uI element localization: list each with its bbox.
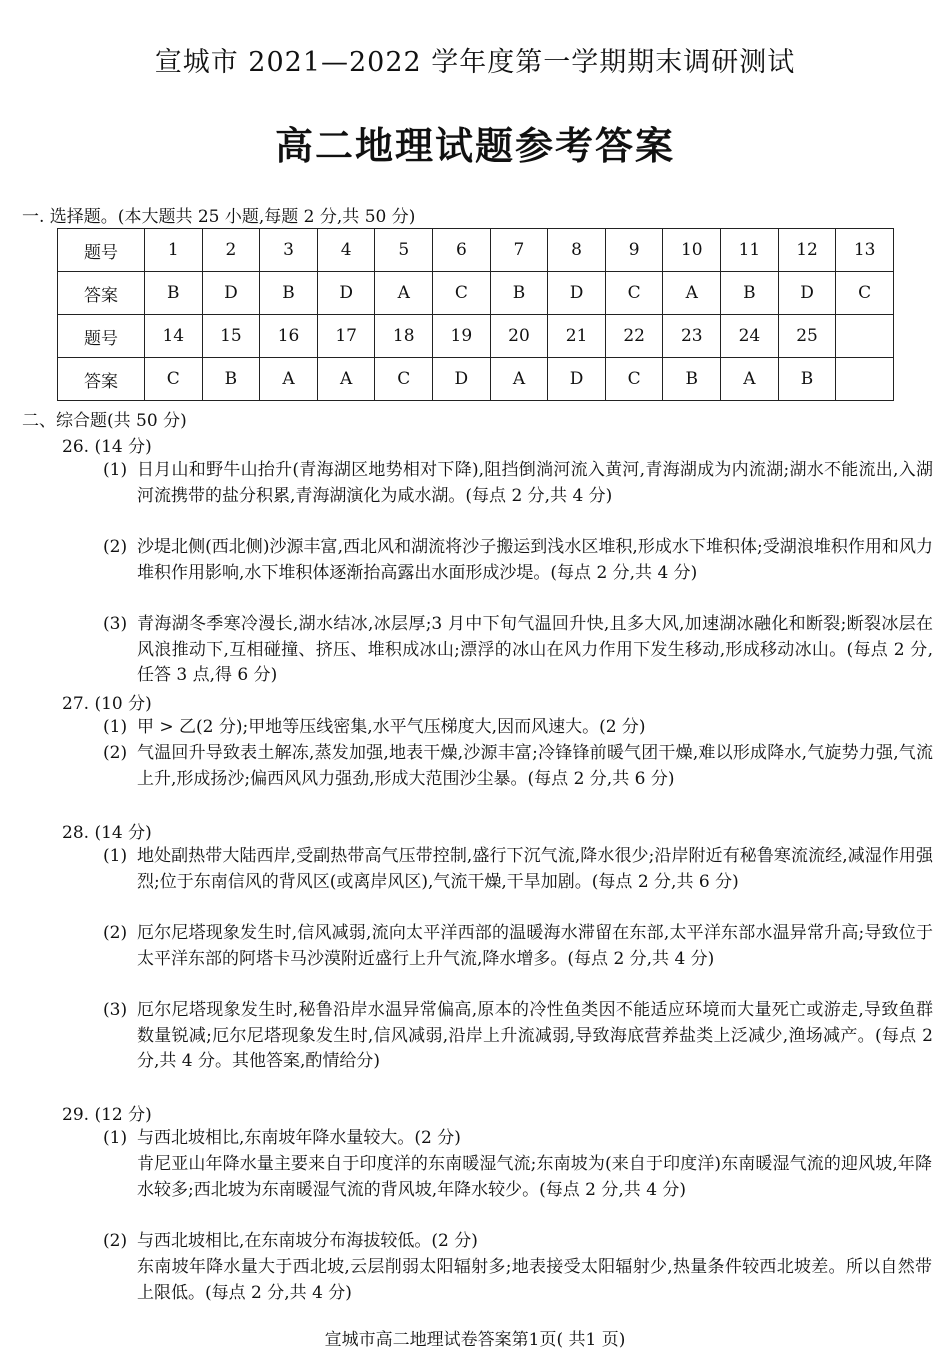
- section2-heading: 二、综合题(共 50 分): [22, 411, 187, 431]
- table-cell: D: [317, 272, 375, 315]
- table-cell: 23: [663, 315, 721, 358]
- table-cell: 6: [433, 229, 491, 272]
- table-cell: B: [778, 358, 836, 401]
- question-26-number: 26. (14 分): [62, 437, 152, 457]
- table-cell: 22: [605, 315, 663, 358]
- table-cell: 15: [202, 315, 260, 358]
- table-cell: [836, 315, 894, 358]
- item-text: 甲 > 乙(2 分);甲地等压线密集,水平气压梯度大,因而风速大。(2 分): [137, 717, 646, 737]
- item-label: (1): [103, 846, 128, 866]
- item-label: (1): [103, 1128, 128, 1148]
- table-cell: D: [548, 272, 606, 315]
- table-cell: 8: [548, 229, 606, 272]
- question-28-item-1: [103, 844, 933, 895]
- question-28-number: 28. (14 分): [62, 823, 152, 843]
- table-cell: A: [663, 272, 721, 315]
- question-29-item-1: [103, 1126, 933, 1152]
- table-row: [58, 358, 894, 401]
- table-row: [58, 315, 894, 358]
- question-26-item-1: [103, 458, 933, 509]
- question-29-number: 29. (12 分): [62, 1105, 152, 1125]
- table-row: [58, 272, 894, 315]
- table-cell: 4: [317, 229, 375, 272]
- table-cell: [836, 358, 894, 401]
- item-label: (1): [103, 460, 128, 480]
- item-text: 沙堤北侧(西北侧)沙源丰富,西北风和湖流将沙子搬运到浅水区堆积,形成水下堆积体;受湖浪堆积作用和风力堆积作用影响,水下堆积体逐渐抬高露出水面形成沙堤。(每点 2 分,共 4 分): [137, 537, 933, 583]
- answer-table: [57, 228, 894, 401]
- table-cell: 1: [145, 229, 203, 272]
- table-cell: B: [663, 358, 721, 401]
- item-label: (3): [103, 1000, 128, 1020]
- table-cell: C: [375, 358, 433, 401]
- table-cell: 17: [317, 315, 375, 358]
- table-cell: C: [433, 272, 491, 315]
- table-cell: 2: [202, 229, 260, 272]
- item-label: (2): [103, 923, 128, 943]
- table-cell: B: [721, 272, 779, 315]
- table-cell: D: [433, 358, 491, 401]
- item-label: (2): [103, 537, 128, 557]
- page-title: 高二地理试题参考答案: [274, 124, 675, 168]
- table-cell: B: [490, 272, 548, 315]
- question-29-item-2: [103, 1229, 933, 1255]
- question-29-item-1-explanation: 肯尼亚山年降水量主要来自于印度洋的东南暖湿气流;东南坡为(来自于印度洋)东南暖湿气流的迎风坡,年降水较多;西北坡为东南暖湿气流的背风坡,年降水较少。(每点 2 分,共 4 分): [137, 1154, 932, 1200]
- table-cell: 16: [260, 315, 318, 358]
- item-text: 与西北坡相比,东南坡年降水量较大。(2 分): [137, 1128, 461, 1148]
- item-text: 厄尔尼塔现象发生时,秘鲁沿岸水温异常偏高,原本的冷性鱼类因不能适应环境而大量死亡或游走,导致鱼群数量锐减;厄尔尼塔现象发生时,信风减弱,沿岸上升流减弱,导致海底营养盐类上泛减少,渔场减产。(每点 2 分,共 4 分。其他答案,酌情给分): [137, 1000, 933, 1071]
- table-cell: A: [490, 358, 548, 401]
- table-cell: D: [202, 272, 260, 315]
- page-footer: 宣城市高二地理试卷答案第1页( 共1 页): [324, 1330, 626, 1350]
- table-cell: 10: [663, 229, 721, 272]
- item-label: (3): [103, 614, 128, 634]
- question-27-item-1: [103, 715, 933, 741]
- table-cell: B: [202, 358, 260, 401]
- question-27-item-2: [103, 741, 933, 792]
- row-header: 题号: [58, 229, 145, 272]
- table-cell: B: [260, 272, 318, 315]
- table-cell: 20: [490, 315, 548, 358]
- table-cell: C: [145, 358, 203, 401]
- question-26-item-2: [103, 535, 933, 586]
- table-cell: 21: [548, 315, 606, 358]
- item-text: 气温回升导致表土解冻,蒸发加强,地表干燥,沙源丰富;冷锋锋前暖气团干燥,难以形成降水,气旋势力强,气流上升,形成扬沙;偏西风风力强劲,形成大范围沙尘暴。(每点 2 分,共 6 分): [137, 743, 933, 789]
- table-cell: 12: [778, 229, 836, 272]
- table-cell: A: [260, 358, 318, 401]
- table-cell: 11: [721, 229, 779, 272]
- row-header: 答案: [58, 272, 145, 315]
- table-cell: 9: [605, 229, 663, 272]
- item-label: (2): [103, 1231, 128, 1251]
- table-cell: A: [721, 358, 779, 401]
- table-cell: 24: [721, 315, 779, 358]
- table-cell: D: [778, 272, 836, 315]
- table-cell: B: [145, 272, 203, 315]
- row-header: 题号: [58, 315, 145, 358]
- table-cell: 5: [375, 229, 433, 272]
- item-text: 厄尔尼塔现象发生时,信风减弱,流向太平洋西部的温暖海水滞留在东部,太平洋东部水温异常升高;导致位于太平洋东部的阿塔卡马沙漠附近盛行上升气流,降水增多。(每点 2 分,共 4 分): [137, 923, 933, 969]
- question-26-item-3: [103, 612, 933, 689]
- table-cell: 3: [260, 229, 318, 272]
- table-cell: A: [375, 272, 433, 315]
- table-cell: 14: [145, 315, 203, 358]
- table-cell: C: [836, 272, 894, 315]
- question-28-item-2: [103, 921, 933, 972]
- table-cell: 19: [433, 315, 491, 358]
- table-cell: 25: [778, 315, 836, 358]
- table-row: [58, 229, 894, 272]
- question-27-number: 27. (10 分): [62, 694, 152, 714]
- table-cell: 7: [490, 229, 548, 272]
- question-28-item-3: [103, 998, 933, 1075]
- table-cell: 18: [375, 315, 433, 358]
- item-text: 日月山和野牛山抬升(青海湖区地势相对下降),阻挡倒淌河流入黄河,青海湖成为内流湖;湖水不能流出,入湖河流携带的盐分积累,青海湖演化为咸水湖。(每点 2 分,共 4 分): [137, 460, 933, 506]
- item-label: (1): [103, 717, 128, 737]
- row-header: 答案: [58, 358, 145, 401]
- table-cell: C: [605, 272, 663, 315]
- item-text: 地处副热带大陆西岸,受副热带高气压带控制,盛行下沉气流,降水很少;沿岸附近有秘鲁寒流流经,减湿作用强烈;位于东南信风的背风区(或离岸风区),气流干燥,干旱加剧。(每点 2 分,共 6 分): [137, 846, 933, 892]
- table-cell: C: [605, 358, 663, 401]
- table-cell: 13: [836, 229, 894, 272]
- item-text: 青海湖冬季寒冷漫长,湖水结冰,冰层厚;3 月中下旬气温回升快,且多大风,加速湖冰融化和断裂;断裂冰层在风浪推动下,互相碰撞、挤压、堆积成冰山;漂浮的冰山在风力作用下发生移动,形成移动冰山。(每点 2 分,任答 3 点,得 6 分): [137, 614, 933, 685]
- section1-heading: 一. 选择题。(本大题共 25 小题,每题 2 分,共 50 分): [22, 207, 416, 227]
- item-text: 与西北坡相比,在东南坡分布海拔较低。(2 分): [137, 1231, 478, 1251]
- table-cell: A: [317, 358, 375, 401]
- exam-header-title: 宣城市 2021—2022 学年度第一学期期末调研测试: [154, 47, 796, 78]
- question-29-item-2-explanation: 东南坡年降水量大于西北坡,云层削弱太阳辐射多;地表接受太阳辐射少,热量条件较西北坡差。所以自然带上限低。(每点 2 分,共 4 分): [137, 1257, 932, 1303]
- item-label: (2): [103, 743, 128, 763]
- table-cell: D: [548, 358, 606, 401]
